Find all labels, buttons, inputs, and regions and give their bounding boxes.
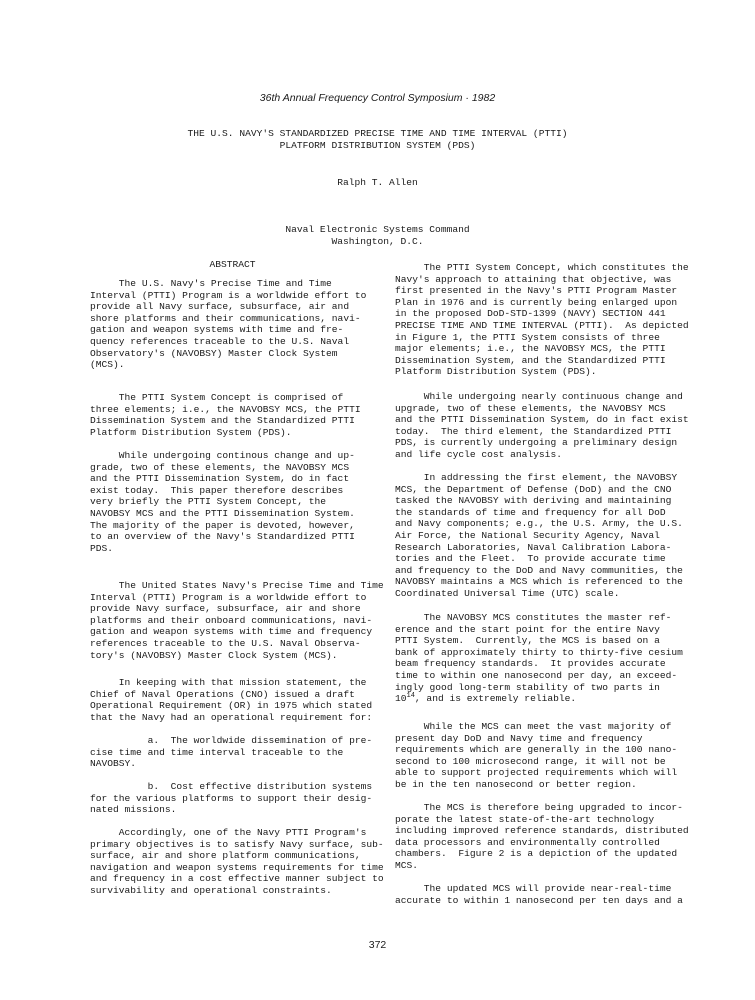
paragraph <box>395 721 685 791</box>
text-line: Plan in 1976 and is currently being enlarged upon <box>395 296 678 308</box>
text-line: tory's (NAVOBSY) Master Clock System (MCS). <box>90 649 338 661</box>
text-line: present day DoD and Navy time and frequency <box>395 732 643 744</box>
text-line: be in the ten nanosecond or better region. <box>395 778 637 790</box>
text-line: quency references traceable to the U.S. Naval <box>90 335 350 347</box>
abstract-heading: ABSTRACT <box>209 259 256 270</box>
text-line: accurate to within 1 nanosecond per ten days and a <box>395 894 683 906</box>
paragraph <box>90 392 375 438</box>
paragraph <box>90 580 384 661</box>
text-line: requirements which are generally in the 100 nano- <box>395 744 678 756</box>
text-line: nated missions. <box>90 804 177 816</box>
text-line: tories and the Fleet. To provide accurate time <box>395 553 666 565</box>
affiliation-line-2: Washington, D.C. <box>331 235 424 247</box>
text-line: MCS, the Department of Defense (DoD) and the CNO <box>395 483 672 495</box>
text-line: PTTI System. Currently, the MCS is based on a <box>395 635 660 647</box>
text-line: PDS, is currently undergoing a preliminary design <box>395 437 678 449</box>
paragraph <box>395 693 685 705</box>
text-line: MCS. <box>395 859 419 871</box>
text-line: PRECISE TIME AND TIME INTERVAL (PTTI). As depicted <box>395 319 689 331</box>
text-line: primary objectives is to satisfy Navy surface, sub- <box>90 838 384 850</box>
text-line: the standards of time and frequency for all DoD <box>395 506 666 518</box>
text-line: NAVOBSY maintains a MCS which is referenced to the <box>395 576 683 588</box>
text-line: provide all Navy surface, subsurface, air and <box>90 301 350 313</box>
text-line: Dissemination System, and the Standardized PTTI <box>395 354 666 366</box>
affiliation-line-1: Naval Electronic Systems Command <box>285 224 470 235</box>
text-line: data processors and environmentally controlled <box>395 836 660 848</box>
text-line: While the MCS can meet the vast majority of <box>395 721 672 732</box>
text-line: Navy's approach to attaining that objective, was <box>395 273 672 285</box>
paragraph <box>395 883 685 906</box>
text-line: including improved reference standards, distributed <box>395 825 689 837</box>
text-line: platforms and their onboard communications, navi- <box>90 614 373 626</box>
text-line: The MCS is therefore being upgraded to incor- <box>395 802 683 813</box>
text-line: and frequency to the DoD and Navy communities, the <box>395 564 683 576</box>
text-line: and frequency in a cost effective manner subject to <box>90 873 384 885</box>
text-line: exist today. This paper therefore describes <box>90 484 344 496</box>
text-line: Research Laboratories, Naval Calibration Labora- <box>395 541 672 553</box>
text-line: ingly good long-term stability of two parts in <box>395 681 660 693</box>
text-line: surface, air and shore platform communications, <box>90 850 361 862</box>
text-line: in Figure 1, the PTTI System consists of three <box>395 331 660 343</box>
text-line: grade, two of these elements, the NAVOBSY MCS <box>90 461 350 473</box>
text-line: (MCS). <box>90 359 125 371</box>
text-line: While undergoing continous change and up- <box>90 450 355 461</box>
paragraph <box>90 827 384 897</box>
text-line: The U.S. Navy's Precise Time and Time <box>90 278 332 289</box>
text-line: very briefly the PTTI System Concept, the <box>90 496 327 508</box>
paragraph <box>90 677 375 723</box>
text-line: provide Navy surface, subsurface, air and shore <box>90 603 361 615</box>
conference-header: 36th Annual Frequency Control Symposium · 1982 <box>259 92 496 104</box>
page-number: 372 <box>368 939 387 951</box>
text-line: The majority of the paper is devoted, however, <box>90 519 355 531</box>
text-line: references traceable to the U.S. Naval Observa- <box>90 637 361 649</box>
text-line: While undergoing nearly continuous change and <box>395 391 683 402</box>
paragraph <box>90 278 375 371</box>
text-line: major elements; i.e., the NAVOBSY MCS, the PTTI <box>395 343 666 355</box>
text-line: The updated MCS will provide near-real-time <box>395 883 672 894</box>
paragraph <box>395 391 689 461</box>
text-line: shore platforms and their communications, navi- <box>90 312 361 324</box>
exponent: 14 <box>406 691 415 700</box>
text-line: In keeping with that mission statement, the <box>90 677 367 688</box>
text-line: and Navy components; e.g., the U.S. Army, the U.S. <box>395 518 683 530</box>
text-line: tasked the NAVOBSY with deriving and maintaining <box>395 495 672 507</box>
text-line: Operational Requirement (OR) in 1975 which stated <box>90 700 373 712</box>
text-line: b. Cost effective distribution systems <box>90 781 373 792</box>
text-line: The PTTI System Concept, which constitutes the <box>395 262 689 273</box>
paragraph <box>90 735 375 770</box>
title-line-2: PLATFORM DISTRIBUTION SYSTEM (PDS) <box>279 139 476 151</box>
text-line: In addressing the first element, the NAVOBSY <box>395 472 678 483</box>
text-line: for the various platforms to support their desig- <box>90 792 373 804</box>
text-line: time to within one nanosecond per day, an exceed- <box>395 669 678 681</box>
text-line: and the PTTI Dissemination System, do in fact <box>90 473 350 485</box>
text-line: erence and the start point for the entire Navy <box>395 623 660 635</box>
text-line: survivability and operational constraints. <box>90 884 332 896</box>
text-line: Observatory's (NAVOBSY) Master Clock System <box>90 347 338 359</box>
text-line: porate the latest state-of-the-art technology <box>395 813 655 825</box>
text-line: bank of approximately thirty to thirty-five cesium <box>395 646 683 658</box>
text-line: today. The third element, the Standardized PTTI <box>395 425 672 437</box>
text-line: chambers. Figure 2 is a depiction of the updated <box>395 848 678 860</box>
text-line: gation and weapon systems with time and frequency <box>90 626 373 638</box>
text-line: Interval (PTTI) Program is a worldwide effort to <box>90 289 367 301</box>
paragraph <box>395 472 685 600</box>
text-line: NAVOBSY. <box>90 758 137 770</box>
text-line: beam frequency standards. It provides accurate <box>395 658 666 670</box>
text-line: Coordinated Universal Time (UTC) scale. <box>395 587 620 599</box>
text-line: The PTTI System Concept is comprised of <box>90 392 344 403</box>
text-line: NAVOBSY MCS and the PTTI Dissemination System. <box>90 507 355 519</box>
text-line: upgrade, two of these elements, the NAVOBSY MCS <box>395 402 666 414</box>
paragraph <box>395 262 689 378</box>
text-line: Dissemination System and the Standardized PTTI <box>90 415 355 427</box>
text-line: Chief of Naval Operations (CNO) issued a draft <box>90 688 355 700</box>
text-line: $10^{14}$, and is extremely reliable. <box>395 691 577 704</box>
paragraph <box>90 781 375 816</box>
text-line: first presented in the Navy's PTTI Program Master <box>395 285 678 297</box>
text-line: able to support projected requirements which will <box>395 767 678 779</box>
author-name: Ralph T. Allen <box>337 177 418 188</box>
text-line: PDS. <box>90 542 114 554</box>
paper-title <box>0 128 755 151</box>
text-line: Interval (PTTI) Program is a worldwide effort to <box>90 591 367 603</box>
title-line-1: THE U.S. NAVY'S STANDARDIZED PRECISE TIME AND TIME INTERVAL (PTTI) <box>187 128 568 139</box>
text-line: navigation and weapon systems requirements for time <box>90 861 384 873</box>
text-line: a. The worldwide dissemination of pre- <box>90 735 373 746</box>
text-line: The United States Navy's Precise Time and Time <box>90 580 384 591</box>
text-line: that the Navy had an operational requirement for: <box>90 711 373 723</box>
paragraph <box>395 802 689 872</box>
text-line: to an overview of the Navy's Standardized PTTI <box>90 531 355 543</box>
text-line: Accordingly, one of the Navy PTTI Program's <box>90 827 367 838</box>
text-line: The NAVOBSY MCS constitutes the master ref- <box>395 612 672 623</box>
text-line: in the proposed DoD-STD-1399 (NAVY) SECTION 441 <box>395 308 666 320</box>
text-line: three elements; i.e., the NAVOBSY MCS, the PTTI <box>90 403 361 415</box>
author-affiliation <box>0 224 755 247</box>
text-line: Air Force, the National Security Agency, Naval <box>395 529 660 541</box>
text-line: Platform Distribution System (PDS). <box>395 366 597 378</box>
text-line: and the PTTI Dissemination System, do in fact exist <box>395 414 689 426</box>
paragraph <box>90 450 375 554</box>
text-line: gation and weapon systems with time and fre- <box>90 324 344 336</box>
text-line: second to 100 microsecond range, it will not be <box>395 755 666 767</box>
text-line: Platform Distribution System (PDS). <box>90 426 292 438</box>
text-line: cise time and time interval traceable to the <box>90 746 344 758</box>
paragraph <box>395 612 685 693</box>
text-line: and life cycle cost analysis. <box>395 448 562 460</box>
